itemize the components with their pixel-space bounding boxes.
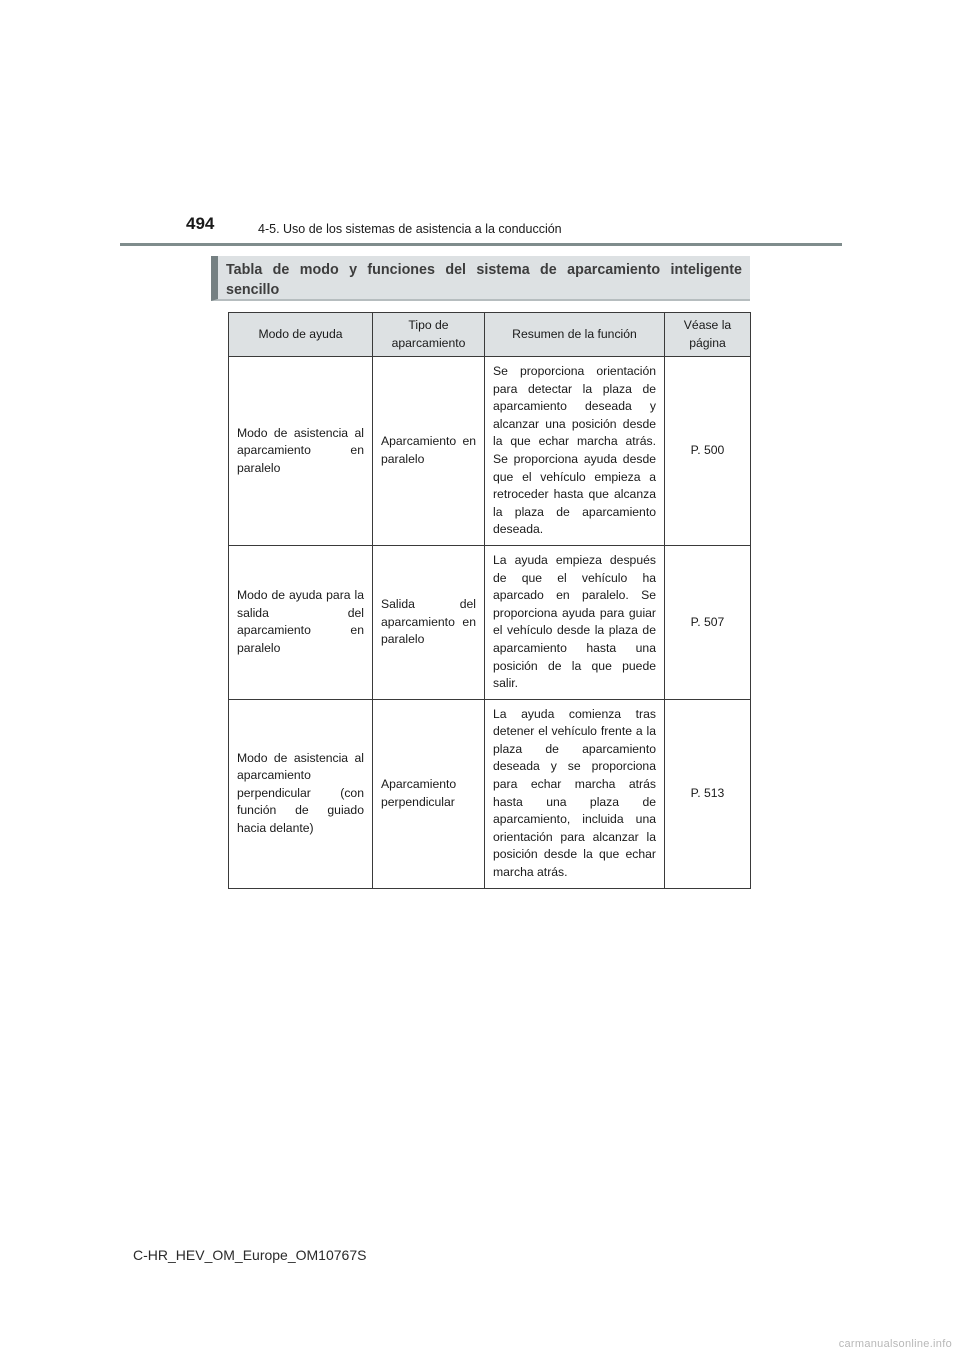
cell-page-reference: P. 507 — [665, 545, 751, 699]
column-header-page: Véase la página — [665, 313, 751, 357]
cell-summary: La ayuda empieza después de que el vehículo ha aparcado en paralelo. Se proporciona ayuda para guiar el vehículo desde la plaza de aparcamiento hasta una posición de la que puede salir. — [485, 545, 665, 699]
table-heading — [211, 256, 750, 301]
page-number: 494 — [186, 214, 215, 233]
header-rule — [120, 243, 842, 246]
table-heading-text: Tabla de modo y funciones del sistema de aparcamiento inteligente sencillo — [226, 262, 742, 298]
cell-mode: Modo de asistencia al aparcamiento perpendicular (con función de guiado hacia delante) — [229, 699, 373, 888]
cell-page-reference: P. 500 — [665, 357, 751, 546]
table-row — [229, 545, 751, 699]
table-row — [229, 357, 751, 546]
cell-summary: La ayuda comienza tras detener el vehículo frente a la plaza de aparcamiento deseada y se proporciona para echar marcha atrás hasta una plaza de aparcamiento, incluida una orientación para alcanzar la posición desde la que echar marcha atrás. — [485, 699, 665, 888]
watermark: carmanualsonline.info — [838, 1338, 952, 1350]
cell-type: Aparcamiento perpendicular — [373, 699, 485, 888]
cell-mode: Modo de ayuda para la salida del aparcamiento en paralelo — [229, 545, 373, 699]
column-header-summary: Resumen de la función — [485, 313, 665, 357]
table-header-row — [229, 313, 751, 357]
cell-page-reference: P. 513 — [665, 699, 751, 888]
footer-document-code: C-HR_HEV_OM_Europe_OM10767S — [133, 1247, 367, 1263]
cell-type: Aparcamiento en paralelo — [373, 357, 485, 546]
cell-summary: Se proporciona orientación para detectar la plaza de aparcamiento deseada y alcanzar una posición desde la que echar marcha atrás. Se proporciona ayuda desde que el vehículo empieza a retroceder hasta que alcanza la plaza de aparcamiento deseada. — [485, 357, 665, 546]
column-header-type: Tipo de aparcamiento — [373, 313, 485, 357]
table-row — [229, 699, 751, 888]
cell-type: Salida del aparcamiento en paralelo — [373, 545, 485, 699]
modes-table — [228, 312, 751, 889]
cell-mode: Modo de asistencia al aparcamiento en paralelo — [229, 357, 373, 546]
column-header-mode: Modo de ayuda — [229, 313, 373, 357]
section-title: 4-5. Uso de los sistemas de asistencia a la conducción — [258, 222, 562, 236]
